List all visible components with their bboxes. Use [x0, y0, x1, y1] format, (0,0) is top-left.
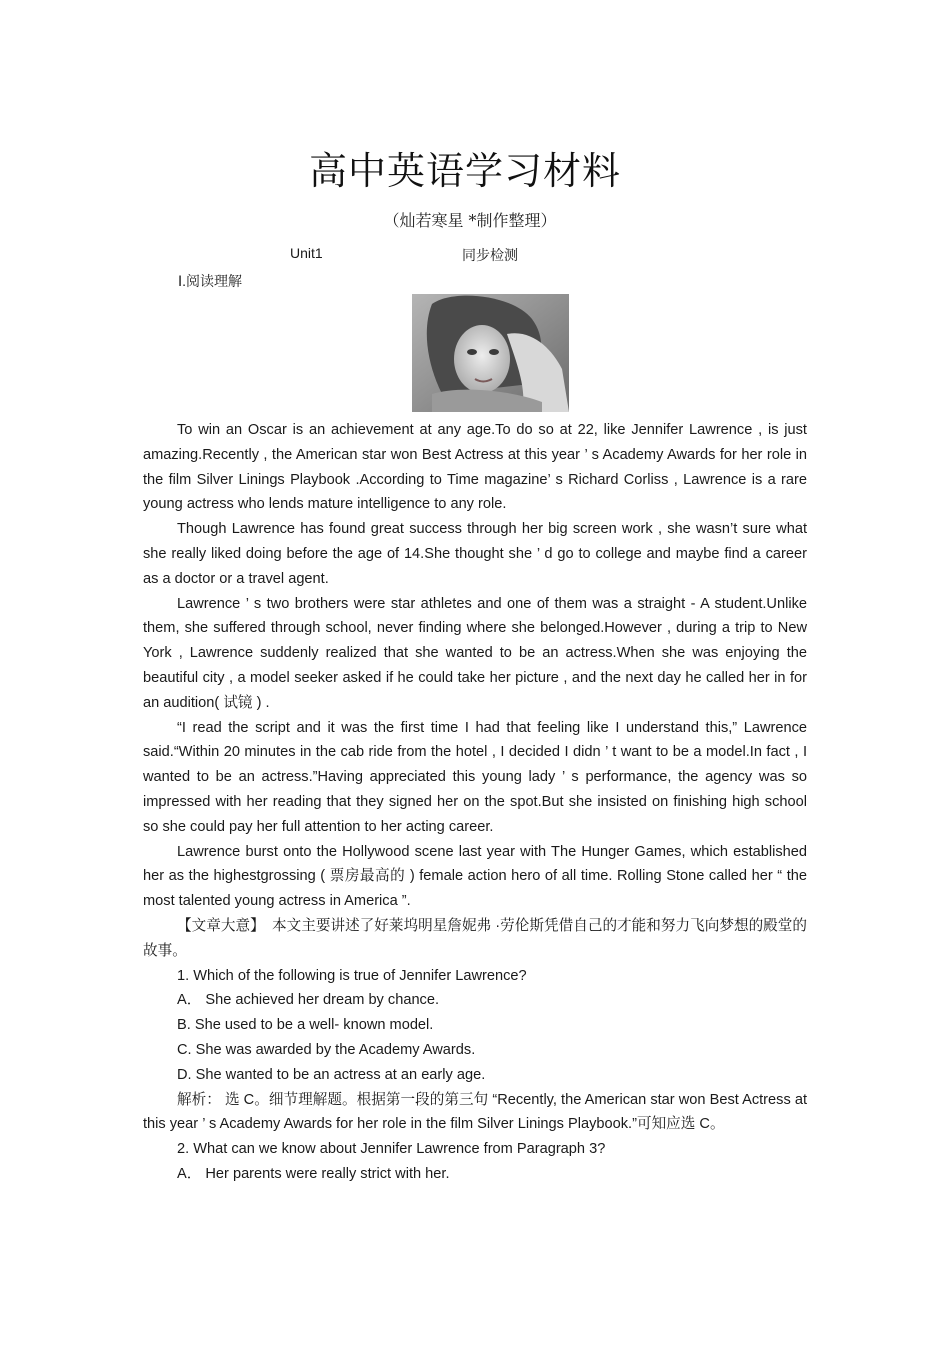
- question-stem: 2. What can we know about Jennifer Lawrence from Paragraph 3?: [177, 1141, 606, 1158]
- document-body: [143, 418, 807, 1187]
- question-option: B. She used to be a well- known model.: [177, 1017, 434, 1034]
- document-title: 高中英语学习材料: [308, 149, 621, 193]
- passage-paragraph: To win an Oscar is an achievement at any age.To do so at 22, like Jennifer Lawrence , is just amazing.Recently , the American star won Best Actress at this year ’ s Academy Awards for her role in the film Silver Linings Playbook .According to Time magazine’ s Richard Corliss , Lawrence is a rare young actress who lends mature intelligence to any role.: [143, 422, 807, 513]
- passage-paragraph: Lawrence ’ s two brothers were star athletes and one of them was a straight - A student.Unlike them, she suffered through school, never finding where she belonged.However , during a trip to New York , Lawrence suddenly realized that she wanted to be an actress.When she was enjoying the beautiful city , a model seeker asked if he could take her picture , and the next day he called her in for an audition( 试镜 ) .: [143, 595, 807, 711]
- question-stem: 1. Which of the following is true of Jennifer Lawrence?: [177, 967, 527, 984]
- document-subtitle: （灿若寒星 *制作整理）: [383, 211, 557, 230]
- question-option: C. She was awarded by the Academy Awards.: [177, 1041, 476, 1058]
- passage-paragraph: Though Lawrence has found great success through her big screen work , she wasn’t sure what she really liked doing before the age of 14.She thought she ’ d go to college and maybe find a career as a doctor or a travel agent.: [143, 521, 807, 587]
- question-option: A． She achieved her dream by chance.: [177, 992, 440, 1009]
- section-heading: Ⅰ.阅读理解: [178, 273, 243, 289]
- portrait-photo: [412, 294, 569, 412]
- article-summary: [143, 914, 807, 964]
- passage-paragraph: “I read the script and it was the first time I had that feeling like I understand this,” Lawrence said.“Within 20 minutes in the cab ride from the hotel , I decided I didn ’ t want to be a model.In fact , I wanted to be an actress.”Having appreciated this young lady ’ s performance, the agency was so impressed with her reading that they signed her on the spot.But she insisted on finishing high school so she could pay her full attention to her acting career.: [143, 719, 807, 835]
- sync-test-label: 同步检测: [462, 247, 518, 263]
- unit-label: Unit1: [290, 245, 323, 261]
- portrait-image: [412, 294, 569, 412]
- question-option: A． Her parents were really strict with her.: [177, 1165, 450, 1182]
- answer-analysis: 解析： 选 C。细节理解题。根据第一段的第三句 “Recently, the American star won Best Actress at this year ’ s Academy Awards for her role in the film Silver Linings Playbook.”可知应选 C。: [143, 1091, 807, 1133]
- summary-label: 【文章大意】: [177, 917, 258, 934]
- passage-paragraph: Lawrence burst onto the Hollywood scene last year with The Hunger Games, which established her as the highestgrossing ( 票房最高的 ) female action hero of all time. Rolling Stone called her “ the most talented young actress in America ”.: [143, 843, 807, 910]
- summary-text: 本文主要讲述了好莱坞明星詹妮弗 ·劳伦斯凭借自己的才能和努力飞向梦想的殿堂的故事。: [143, 917, 808, 959]
- question-option: D. She wanted to be an actress at an early age.: [177, 1066, 486, 1083]
